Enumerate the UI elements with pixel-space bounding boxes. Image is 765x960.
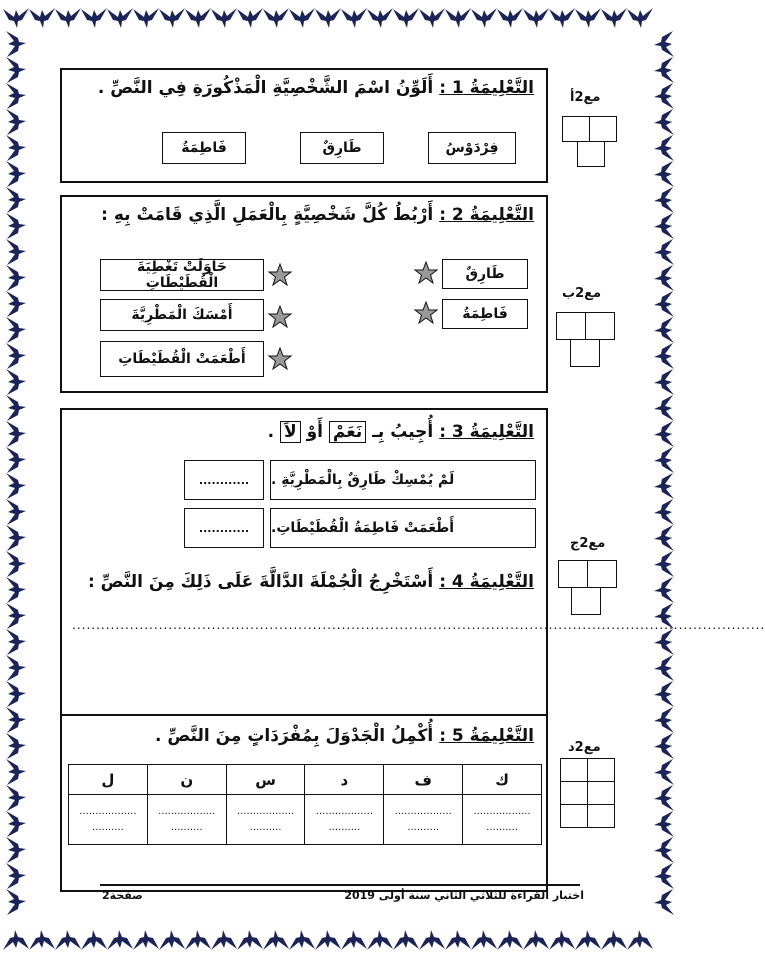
score-label-b: مع2ب <box>562 286 602 301</box>
bird-icon <box>6 161 26 187</box>
score-cell[interactable] <box>587 781 615 805</box>
bird-icon <box>654 525 674 551</box>
bird-icon <box>654 473 674 499</box>
bird-icon <box>6 291 26 317</box>
answer-cell[interactable] <box>463 795 542 845</box>
bird-icon <box>159 8 185 28</box>
score-label-a: مع2أ <box>570 90 601 105</box>
bird-icon <box>6 343 26 369</box>
action-hold-umbrella[interactable]: أَمْسَكَ الْمَطْرِيَّةَ <box>100 299 264 331</box>
bird-icon <box>627 8 653 28</box>
letter-lam: ل <box>69 765 148 795</box>
bird-icon <box>627 930 653 950</box>
score-cell[interactable] <box>587 804 615 828</box>
bird-icon <box>6 395 26 421</box>
bird-icon <box>263 930 289 950</box>
bird-icon <box>445 8 471 28</box>
bird-icon <box>6 447 26 473</box>
option-fatima[interactable]: فَاطِمَةُ <box>162 132 246 164</box>
question-3-text: أُجِيبُ بِـ <box>372 422 434 442</box>
bird-icon <box>6 525 26 551</box>
bird-icon <box>3 8 29 28</box>
cell-blank-a: .................. <box>79 805 137 817</box>
statement-2: أَطْعَمَتْ فَاطِمَةُ الْقُطَيْطَاتِ. <box>270 508 536 548</box>
bird-icon <box>654 291 674 317</box>
cell-blank-b: .......... <box>92 821 124 833</box>
answer-box-1[interactable] <box>184 460 264 500</box>
bird-icon <box>6 759 26 785</box>
bird-icon <box>654 707 674 733</box>
worksheet <box>40 46 765 916</box>
bird-icon <box>6 421 26 447</box>
bird-icon <box>419 930 445 950</box>
bird-icon <box>601 8 627 28</box>
bird-icon <box>654 421 674 447</box>
bird-icon <box>6 707 26 733</box>
letter-sin: س <box>226 765 305 795</box>
question-3-label: التَّعْلِيمَةُ 3 : <box>439 422 534 442</box>
bird-icon <box>497 8 523 28</box>
bird-icon <box>445 930 471 950</box>
cell-blank-a: .................. <box>473 805 531 817</box>
bird-icon <box>549 930 575 950</box>
answer-blank-2: ............ <box>198 521 250 535</box>
letter-dal: د <box>305 765 384 795</box>
bird-icon <box>549 8 575 28</box>
bird-icon <box>6 785 26 811</box>
no-option[interactable]: لاَ <box>280 421 301 443</box>
bird-icon <box>654 577 674 603</box>
bird-icon <box>237 8 263 28</box>
score-cell[interactable] <box>570 339 600 367</box>
bird-icon <box>81 8 107 28</box>
bird-icon <box>654 681 674 707</box>
question-2-box <box>60 195 548 393</box>
bird-icon <box>6 603 26 629</box>
answer-cell[interactable] <box>305 795 384 845</box>
bird-icon <box>654 837 674 863</box>
bird-icon <box>55 8 81 28</box>
table-answer-row <box>69 795 542 845</box>
footer-divider <box>100 884 580 886</box>
answer-line[interactable]: ................................................................................................................................................ <box>72 618 765 632</box>
bird-icon <box>654 135 674 161</box>
bird-icon <box>3 930 29 950</box>
bird-icon <box>575 8 601 28</box>
bird-icon <box>654 551 674 577</box>
bird-icon <box>6 629 26 655</box>
bird-icon <box>654 733 674 759</box>
bird-icon <box>393 8 419 28</box>
question-2-heading <box>101 205 534 225</box>
question-1-heading <box>98 78 534 98</box>
bird-icon <box>133 8 159 28</box>
letter-kaf: ك <box>463 765 542 795</box>
bird-icon <box>6 213 26 239</box>
bird-icon <box>6 109 26 135</box>
score-cell[interactable] <box>560 781 588 805</box>
bird-icon <box>6 681 26 707</box>
bird-icon <box>654 317 674 343</box>
bird-icon <box>6 889 26 915</box>
bird-icon <box>341 930 367 950</box>
bird-icon <box>6 239 26 265</box>
bird-icon <box>654 889 674 915</box>
cell-blank-a: .................. <box>158 805 216 817</box>
cell-blank-a: .................. <box>315 805 373 817</box>
vocab-table <box>68 764 542 845</box>
answer-cell[interactable] <box>226 795 305 845</box>
question-2-label: التَّعْلِيمَةُ 2 : <box>439 205 534 225</box>
table-header-row <box>69 765 542 795</box>
answer-box-2[interactable] <box>184 508 264 548</box>
question-3-end: . <box>267 422 275 442</box>
score-cell[interactable] <box>577 141 605 167</box>
yes-option[interactable]: نَعَمْ <box>329 421 366 443</box>
cell-blank-a: .................. <box>236 805 295 817</box>
bird-icon <box>654 785 674 811</box>
bird-icon <box>29 930 55 950</box>
bird-icon <box>159 930 185 950</box>
score-cell[interactable] <box>571 587 601 615</box>
score-cell[interactable] <box>560 804 588 828</box>
page-number: صفحة2 <box>102 889 143 902</box>
question-5-text: أُكْمِلُ الْجَدْوَلَ بِمُفْرَدَاتٍ مِنَ النَّصِّ . <box>154 726 434 746</box>
bird-icon <box>393 930 419 950</box>
score-cell[interactable] <box>562 116 590 142</box>
cell-blank-b: .......... <box>407 821 440 833</box>
answer-cell[interactable] <box>384 795 463 845</box>
bird-icon <box>419 8 445 28</box>
bird-icon <box>6 187 26 213</box>
bird-icon <box>654 811 674 837</box>
bird-icon <box>341 8 367 28</box>
bird-icon <box>6 499 26 525</box>
question-1-text: أَلَوِّنُ اسْمَ الشَّخْصِيَّةِ الْمَذْكُورَةِ فِي النَّصِّ . <box>97 78 434 98</box>
bird-icon <box>81 930 107 950</box>
bird-icon <box>654 629 674 655</box>
bird-icon <box>654 83 674 109</box>
bird-icon <box>185 8 211 28</box>
bird-icon <box>6 369 26 395</box>
score-label-d: مع2د <box>568 740 601 755</box>
score-label-c: مع2ج <box>570 536 606 551</box>
bird-icon <box>601 930 627 950</box>
bird-icon <box>654 369 674 395</box>
bird-icon <box>497 930 523 950</box>
bird-icon <box>654 655 674 681</box>
question-5-heading <box>155 726 534 746</box>
score-cell[interactable] <box>585 312 615 340</box>
bird-icon <box>6 83 26 109</box>
question-1-box <box>60 68 548 183</box>
cell-blank-b: .......... <box>328 821 361 833</box>
bird-icon <box>654 31 674 57</box>
bird-icon <box>471 930 497 950</box>
bird-icon <box>315 8 341 28</box>
score-cell[interactable] <box>556 312 586 340</box>
bird-icon <box>237 930 263 950</box>
answer-cell[interactable] <box>69 795 148 845</box>
bird-icon <box>654 187 674 213</box>
letter-fa: ف <box>384 765 463 795</box>
bird-icon <box>654 343 674 369</box>
question-1-label: التَّعْلِيمَةُ 1 : <box>439 78 534 98</box>
bird-icon <box>6 551 26 577</box>
bird-icon <box>263 8 289 28</box>
bird-icon <box>654 759 674 785</box>
bird-icon <box>654 395 674 421</box>
bird-icon <box>6 265 26 291</box>
option-tariq[interactable]: طَارِقٌ <box>300 132 384 164</box>
bird-icon <box>133 930 159 950</box>
statement-1: لَمْ يُمْسِكْ طَارِقٌ بِالْمَطْرِيَّةِ . <box>270 460 536 500</box>
bird-icon <box>654 57 674 83</box>
bird-icon <box>29 8 55 28</box>
star-icon[interactable] <box>414 261 438 285</box>
cell-blank-b: .......... <box>249 821 282 833</box>
bird-icon <box>654 499 674 525</box>
bird-icon <box>185 930 211 950</box>
bird-icon <box>6 733 26 759</box>
score-cell[interactable] <box>558 560 588 588</box>
bird-icon <box>654 239 674 265</box>
bird-icon <box>315 930 341 950</box>
bird-icon <box>6 863 26 889</box>
question-5-box <box>60 714 548 892</box>
bird-icon <box>654 863 674 889</box>
cell-blank-b: .......... <box>486 821 518 833</box>
question-4-label: التَّعْلِيمَةُ 4 : <box>439 572 534 592</box>
action-cover-kittens[interactable]: حَاوَلَتْ تَغْطِيَةَ الْقُطَيْطَاتِ <box>100 259 264 291</box>
score-cell[interactable] <box>587 560 617 588</box>
bird-icon <box>6 317 26 343</box>
question-2-text: أَرْبُطُ كُلَّ شَخْصِيَّةٍ بِالْعَمَلِ الَّذِي قَامَتْ بِهِ : <box>101 205 434 225</box>
star-icon[interactable] <box>268 347 292 371</box>
bird-icon <box>211 930 237 950</box>
star-icon[interactable] <box>268 305 292 329</box>
action-feed-kittens[interactable]: أَطْعَمَتْ الْقُطَيْطَاتِ <box>100 341 264 377</box>
bird-icon <box>289 8 315 28</box>
character-tariq[interactable]: طَارِقٌ <box>442 259 528 289</box>
bird-icon <box>654 447 674 473</box>
bird-icon <box>6 837 26 863</box>
bird-icon <box>6 811 26 837</box>
footer-title: اختبار القراءة للثلاثي الثاني سنة أولى 2019 <box>344 889 584 902</box>
bird-icon <box>6 57 26 83</box>
score-cell[interactable] <box>589 116 617 142</box>
bird-icon <box>289 930 315 950</box>
bird-icon <box>575 930 601 950</box>
bird-icon <box>367 930 393 950</box>
star-icon[interactable] <box>414 301 438 325</box>
answer-cell[interactable] <box>147 795 226 845</box>
bird-icon <box>211 8 237 28</box>
bird-icon <box>6 473 26 499</box>
score-cell[interactable] <box>560 758 588 782</box>
question-5-label: التَّعْلِيمَةُ 5 : <box>439 726 534 746</box>
bird-icon <box>6 577 26 603</box>
bird-icon <box>523 930 549 950</box>
score-cell[interactable] <box>587 758 615 782</box>
bird-icon <box>654 109 674 135</box>
bird-icon <box>107 8 133 28</box>
bird-icon <box>6 135 26 161</box>
question-3-heading <box>268 422 534 442</box>
bird-icon <box>471 8 497 28</box>
bird-icon <box>654 161 674 187</box>
bird-icon <box>654 213 674 239</box>
question-4-heading <box>88 572 534 592</box>
bird-icon <box>107 930 133 950</box>
bird-icon <box>523 8 549 28</box>
answer-blank-1: ............ <box>198 473 250 487</box>
or-word: أَوْ <box>306 422 323 442</box>
question-4-text: أَسْتَخْرِجُ الْجُمْلَةَ الدَّالَّةَ عَلَى ذَلِكَ مِنَ النَّصِّ : <box>87 572 434 592</box>
bird-icon <box>367 8 393 28</box>
option-firdaws[interactable]: فِرْدَوْسُ <box>428 132 516 164</box>
bird-icon <box>6 31 26 57</box>
star-icon[interactable] <box>268 263 292 287</box>
bird-icon <box>6 655 26 681</box>
cell-blank-a: .................. <box>394 805 452 817</box>
bird-icon <box>55 930 81 950</box>
character-fatima[interactable]: فَاطِمَةُ <box>442 299 528 329</box>
letter-nun: ن <box>147 765 226 795</box>
bird-icon <box>654 265 674 291</box>
cell-blank-b: .......... <box>170 821 203 833</box>
